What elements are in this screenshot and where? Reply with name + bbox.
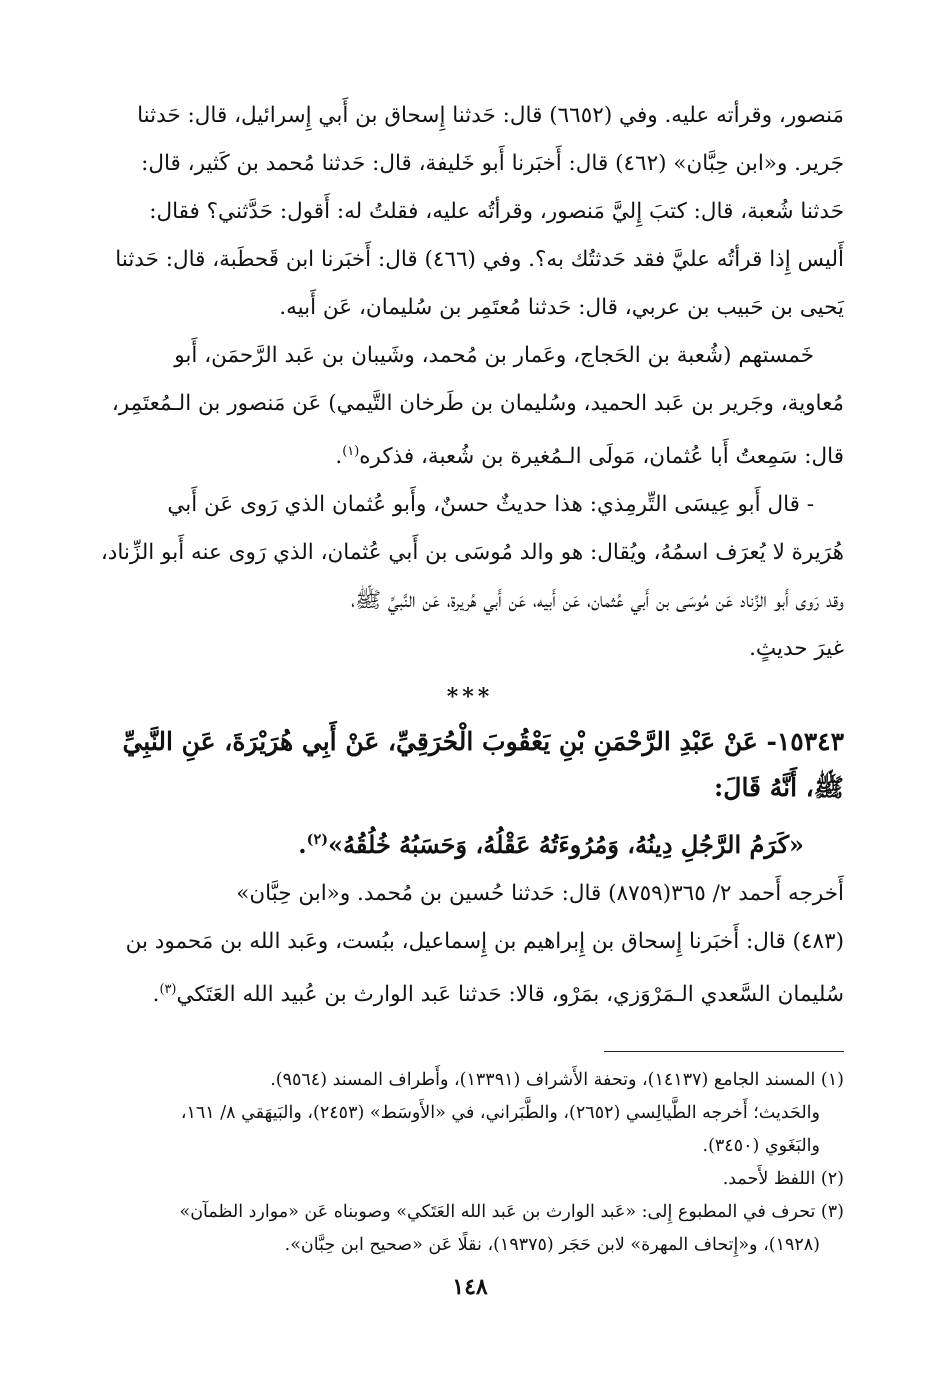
paragraph-takhrij xyxy=(96,870,844,1019)
period: . xyxy=(298,830,307,860)
text-line: يَحيى بن حَبيب بن عربي، قال: حَدثنا مُعتَمِر بن سُليمان، عَن أَبيه. xyxy=(279,295,844,320)
section-separator: *** xyxy=(446,684,494,711)
text-line: حَدثنا شُعبة، قال: كتبَ إِليَّ مَنصور، وقرأتُه عليه، فقلتُ له: أَقول: حَدَّثني؟ فقال: xyxy=(149,199,844,224)
footnote-3: (٣) تحرف في المطبوع إِلى: «عَبد الوارث بن عَبد الله العَتَكي» وصوبناه عَن «موارد الظمآن» xyxy=(179,1202,844,1223)
paragraph-takhrij-continued xyxy=(96,92,844,332)
text-line: - قال أَبو عِيسَى التِّرمِذي: هذا حديثٌ حسنٌ، وأَبو عُثمان الذي رَوى عَن أَبي xyxy=(167,492,814,518)
text-line: أَخرجه أَحمد ٢/ ٣٦٥(٨٧٥٩) قال: حَدثنا حُسين بن مُحمد. و«ابن حِبَّان» xyxy=(236,881,844,907)
text-line: مَنصور، وقرأته عليه. وفي (٦٦٥٢) قال: حَدثنا إِسحاق بن أَبي إِسرائيل، قال: حَدثنا xyxy=(137,103,844,128)
text-line-content: قال: سَمِعتُ أَبا عُثمان، مَولَى الـمُغيرة بن شُعبة، فذكره xyxy=(359,444,844,470)
page-number: ١٤٨ xyxy=(452,1274,488,1300)
hadith-heading xyxy=(96,719,844,811)
footnotes xyxy=(96,1064,844,1262)
period: . xyxy=(335,444,343,470)
text-line-content: سُليمان السَّعدي الـمَرْوَزي، بمَرْو، قالا: حَدثنا عَبد الوارث بن عُبيد الله العَتَكي xyxy=(176,982,844,1008)
footnote-ref-1: (١) xyxy=(342,444,360,459)
footnote-ref-3: (٣) xyxy=(159,982,177,998)
text-line: غيرَ حديثٍ. xyxy=(749,636,844,662)
footnote-1: (١) المسند الجامع (١٤١٣٧)، وتحفة الأَشراف (١٣٣٩١)، وأَطراف المسند (٩٥٦٤). xyxy=(270,1070,844,1091)
text-line: وقد رَوى أَبو الزِّناد عَن مُوسَى بن أَبي عُثمان، عَن أَبيه، عَن أَبي هُريرة، عَن النَّبيِّ ﷺ، xyxy=(350,588,844,614)
hadith-matn xyxy=(96,815,844,870)
text-line: مُعاوية، وجَرير بن عَبد الحميد، وسُليمان بن طَرخان التَّيمي) عَن مَنصور بن الـمُعتَمِر، xyxy=(111,391,844,416)
hadith-isnad-line: ﷺ، أَنَّهُ قَالَ: xyxy=(714,773,844,803)
paragraph-tirmidhi-comment xyxy=(96,481,844,673)
text-line xyxy=(96,966,844,1019)
footnote-1-continuation: والحَديث؛ أَخرجه الطَّيالِسي (٢٦٥٢)، والطَّبَراني، في «الأَوسَط» (٢٤٥٣)، والبَيهَقي ٨/ ١٦١، xyxy=(180,1103,820,1124)
text-line xyxy=(96,428,844,481)
paragraph-five-narrators xyxy=(96,332,844,481)
book-page xyxy=(96,92,844,1342)
text-line: هُرَيرة لا يُعرَف اسمُهُ، ويُقال: هو والد مُوسَى بن أَبي عُثمان، الذي رَوى عنه أَبو الزِّناد، xyxy=(100,540,844,566)
footnote-ref-2: (٢) xyxy=(306,831,329,849)
hadith-isnad-line: ١٥٣٤٣- عَنْ عَبْدِ الرَّحْمَنِ بْنِ يَعْقُوبَ الْحُرَقِيِّ، عَنْ أَبِي هُرَيْرَةَ، عَنِ النَّبِيِّ xyxy=(122,727,844,757)
text-line: أَليس إِذا قرأتُه عليَّ فقد حَدثتُك به؟. وفي (٤٦٦) قال: أَخبَرنا ابن قَحطَبة، قال: حَدثنا xyxy=(115,247,844,272)
footnote-2: (٢) اللفظ لأَحمد. xyxy=(722,1169,844,1190)
footnote-1-continuation: والبَغَوي (٣٤٥٠). xyxy=(702,1136,820,1157)
text-line: (٤٨٣) قال: أَخبَرنا إِسحاق بن إِبراهيم بن إِسماعيل، ببُست، وعَبد الله بن مَحمود بن xyxy=(125,929,844,955)
text-line: خَمستهم (شُعبة بن الحَجاج، وعَمار بن مُحمد، وشَيبان بن عَبد الرَّحمَن، أَبو xyxy=(174,343,814,368)
hadith-matn-text: «كَرَمُ الرَّجُلِ دِينُهُ، وَمُرُوءَتُهُ عَقْلُهُ، وَحَسَبُهُ خُلُقُهُ» xyxy=(328,830,804,860)
footnote-divider xyxy=(604,1051,844,1052)
period: . xyxy=(152,982,160,1008)
text-line: جَرير. و«ابن حِبَّان» (٤٦٢) قال: أَخبَرنا أَبو خَليفة، قال: حَدثنا مُحمد بن كَثير، قال: xyxy=(141,151,844,176)
footnote-3-continuation: (١٩٢٨)، و«إِتحاف المهرة» لابن حَجَر (١٩٣٧٥)، نقلًا عَن «صحيح ابن حِبَّان». xyxy=(284,1235,820,1256)
